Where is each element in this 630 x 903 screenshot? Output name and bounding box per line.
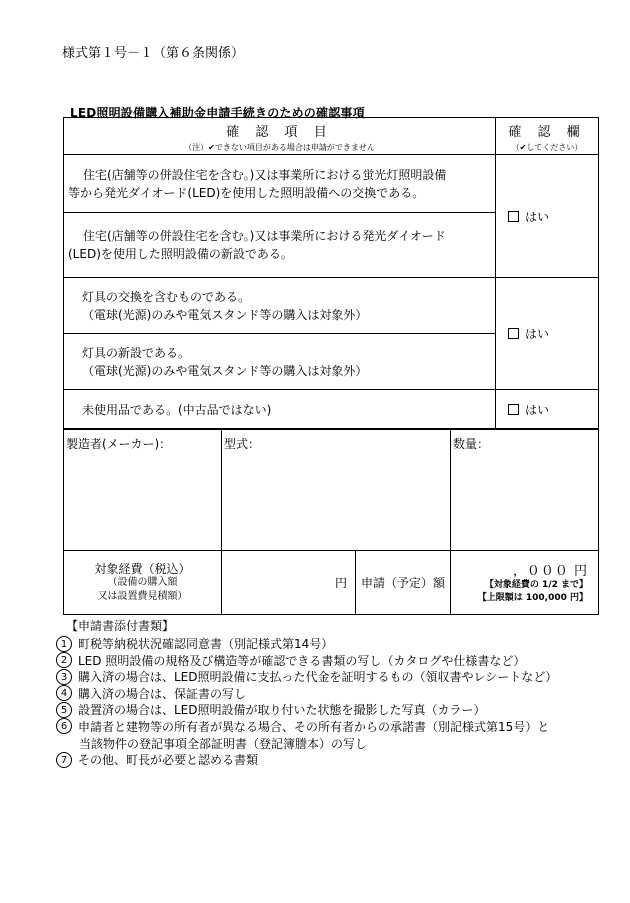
list-item-text: 購入済の場合は、LED照明設備に支払った代金を証明するもの（領収書やレシートなど）	[78, 670, 558, 685]
item-text: 未使用品である。(中古品ではない)	[82, 402, 272, 417]
list-item	[56, 686, 557, 703]
list-item-continuation: 当該物件の登記事項全部証明書（登記簿謄本）の写し	[79, 736, 368, 751]
maker-label: 製造者(メーカー)：	[66, 437, 172, 451]
checkbox[interactable]	[508, 328, 519, 339]
cost-label-main: 対象経費（税込）	[94, 561, 191, 576]
model-label: 型式：	[224, 437, 261, 451]
check-label: はい	[525, 209, 550, 224]
item-text: 灯具の新設である。	[82, 345, 191, 360]
header-check-note: （✔してください）	[511, 143, 583, 152]
header-check-label: 確 認 欄	[508, 125, 586, 140]
list-item-text: 町税等納税状況確認同意書（別記様式第14号）	[78, 637, 334, 651]
header-items-note: （注）✔できない項目がある場合は申請ができません	[184, 143, 375, 152]
list-item	[56, 669, 557, 686]
attachments-heading: 【申請書添付書類】	[66, 619, 175, 633]
request-label	[356, 551, 451, 615]
number-badge: 3	[56, 669, 72, 685]
amount-note: 【上限額は 100,000 円】	[477, 593, 589, 603]
header-check	[496, 118, 599, 155]
item-row-3	[64, 278, 496, 334]
item-text: （電球(光源)のみや電気スタンド等の購入は対象外）	[82, 307, 368, 322]
number-badge: 5	[56, 702, 72, 718]
item-row-2	[64, 213, 496, 278]
list-item-text: 申請者と建物等の所有者が異なる場合、その所有者からの承諾書（別記様式第15号）と	[78, 719, 550, 734]
list-item	[56, 702, 557, 719]
list-item	[56, 653, 557, 670]
number-badge: 2	[56, 652, 72, 668]
list-item-text: その他、町長が必要と認める書類	[78, 753, 259, 768]
item-row-4	[64, 334, 496, 390]
list-item-text: 購入済の場合は、保証書の写し	[78, 686, 247, 701]
number-badge: 7	[56, 752, 72, 768]
maker-field[interactable]	[64, 429, 222, 551]
list-item-text: 設置済の場合は、LED照明設備が取り付いた状態を撮影した写真（カラー）	[78, 703, 486, 718]
amount-note: 【対象経費の 1/2 まで】	[484, 580, 589, 590]
list-item	[56, 636, 557, 653]
number-badge: 1	[56, 636, 72, 652]
attachments-list	[56, 636, 557, 769]
number-badge: 4	[56, 685, 72, 701]
check-cell-2[interactable]	[496, 278, 599, 390]
quantity-field[interactable]	[451, 429, 599, 551]
check-label: はい	[525, 327, 550, 341]
confirmation-table	[63, 117, 599, 430]
request-amount: ，０００ 円	[512, 564, 589, 579]
model-field[interactable]	[222, 429, 451, 551]
item-text: 等から発光ダイオード(LED)を使用した照明設備への交換である。	[68, 185, 425, 200]
item-text: （電球(光源)のみや電気スタンド等の購入は対象外）	[82, 363, 368, 378]
checkbox[interactable]	[508, 404, 519, 415]
list-item	[56, 719, 557, 736]
item-row-5	[64, 390, 496, 430]
list-item	[56, 752, 557, 769]
cost-amount-field[interactable]	[222, 551, 356, 615]
item-text: 住宅(店舗等の併設住宅を含む。)又は事業所における発光ダイオード	[83, 229, 446, 243]
checkbox[interactable]	[508, 211, 519, 222]
page-title: LED照明設備購入補助金申請手続きのための確認事項	[70, 106, 365, 120]
cost-label-sub: 又は設置費見積額）	[97, 590, 188, 602]
list-item-text: LED 照明設備の規格及び構造等が確認できる書類の写し（カタログや仕様書など）	[78, 653, 526, 668]
quantity-label: 数量：	[453, 437, 490, 451]
form-number: 様式第１号－１（第６条関係）	[62, 46, 245, 61]
cost-label-sub: （設備の購入額	[107, 576, 178, 588]
item-text: 住宅(店舗等の併設住宅を含む。)又は事業所における蛍光灯照明設備	[83, 167, 447, 182]
cost-label	[64, 551, 222, 615]
check-cell-1[interactable]	[496, 155, 599, 278]
equipment-table	[63, 428, 599, 615]
item-row-1	[64, 155, 496, 213]
item-text: 灯具の交換を含むものである。	[82, 289, 251, 304]
yen-unit: 円	[334, 576, 347, 590]
request-amount-field[interactable]	[451, 551, 599, 615]
number-badge: 6	[56, 718, 72, 734]
check-label: はい	[525, 403, 550, 417]
header-items-label: 確 認 項 目	[226, 125, 333, 140]
check-cell-3[interactable]	[496, 390, 599, 430]
header-items	[64, 118, 496, 155]
request-label-text: 申請（予定）額	[361, 576, 446, 590]
item-text: (LED)を使用した照明設備の新設である。	[68, 247, 293, 261]
